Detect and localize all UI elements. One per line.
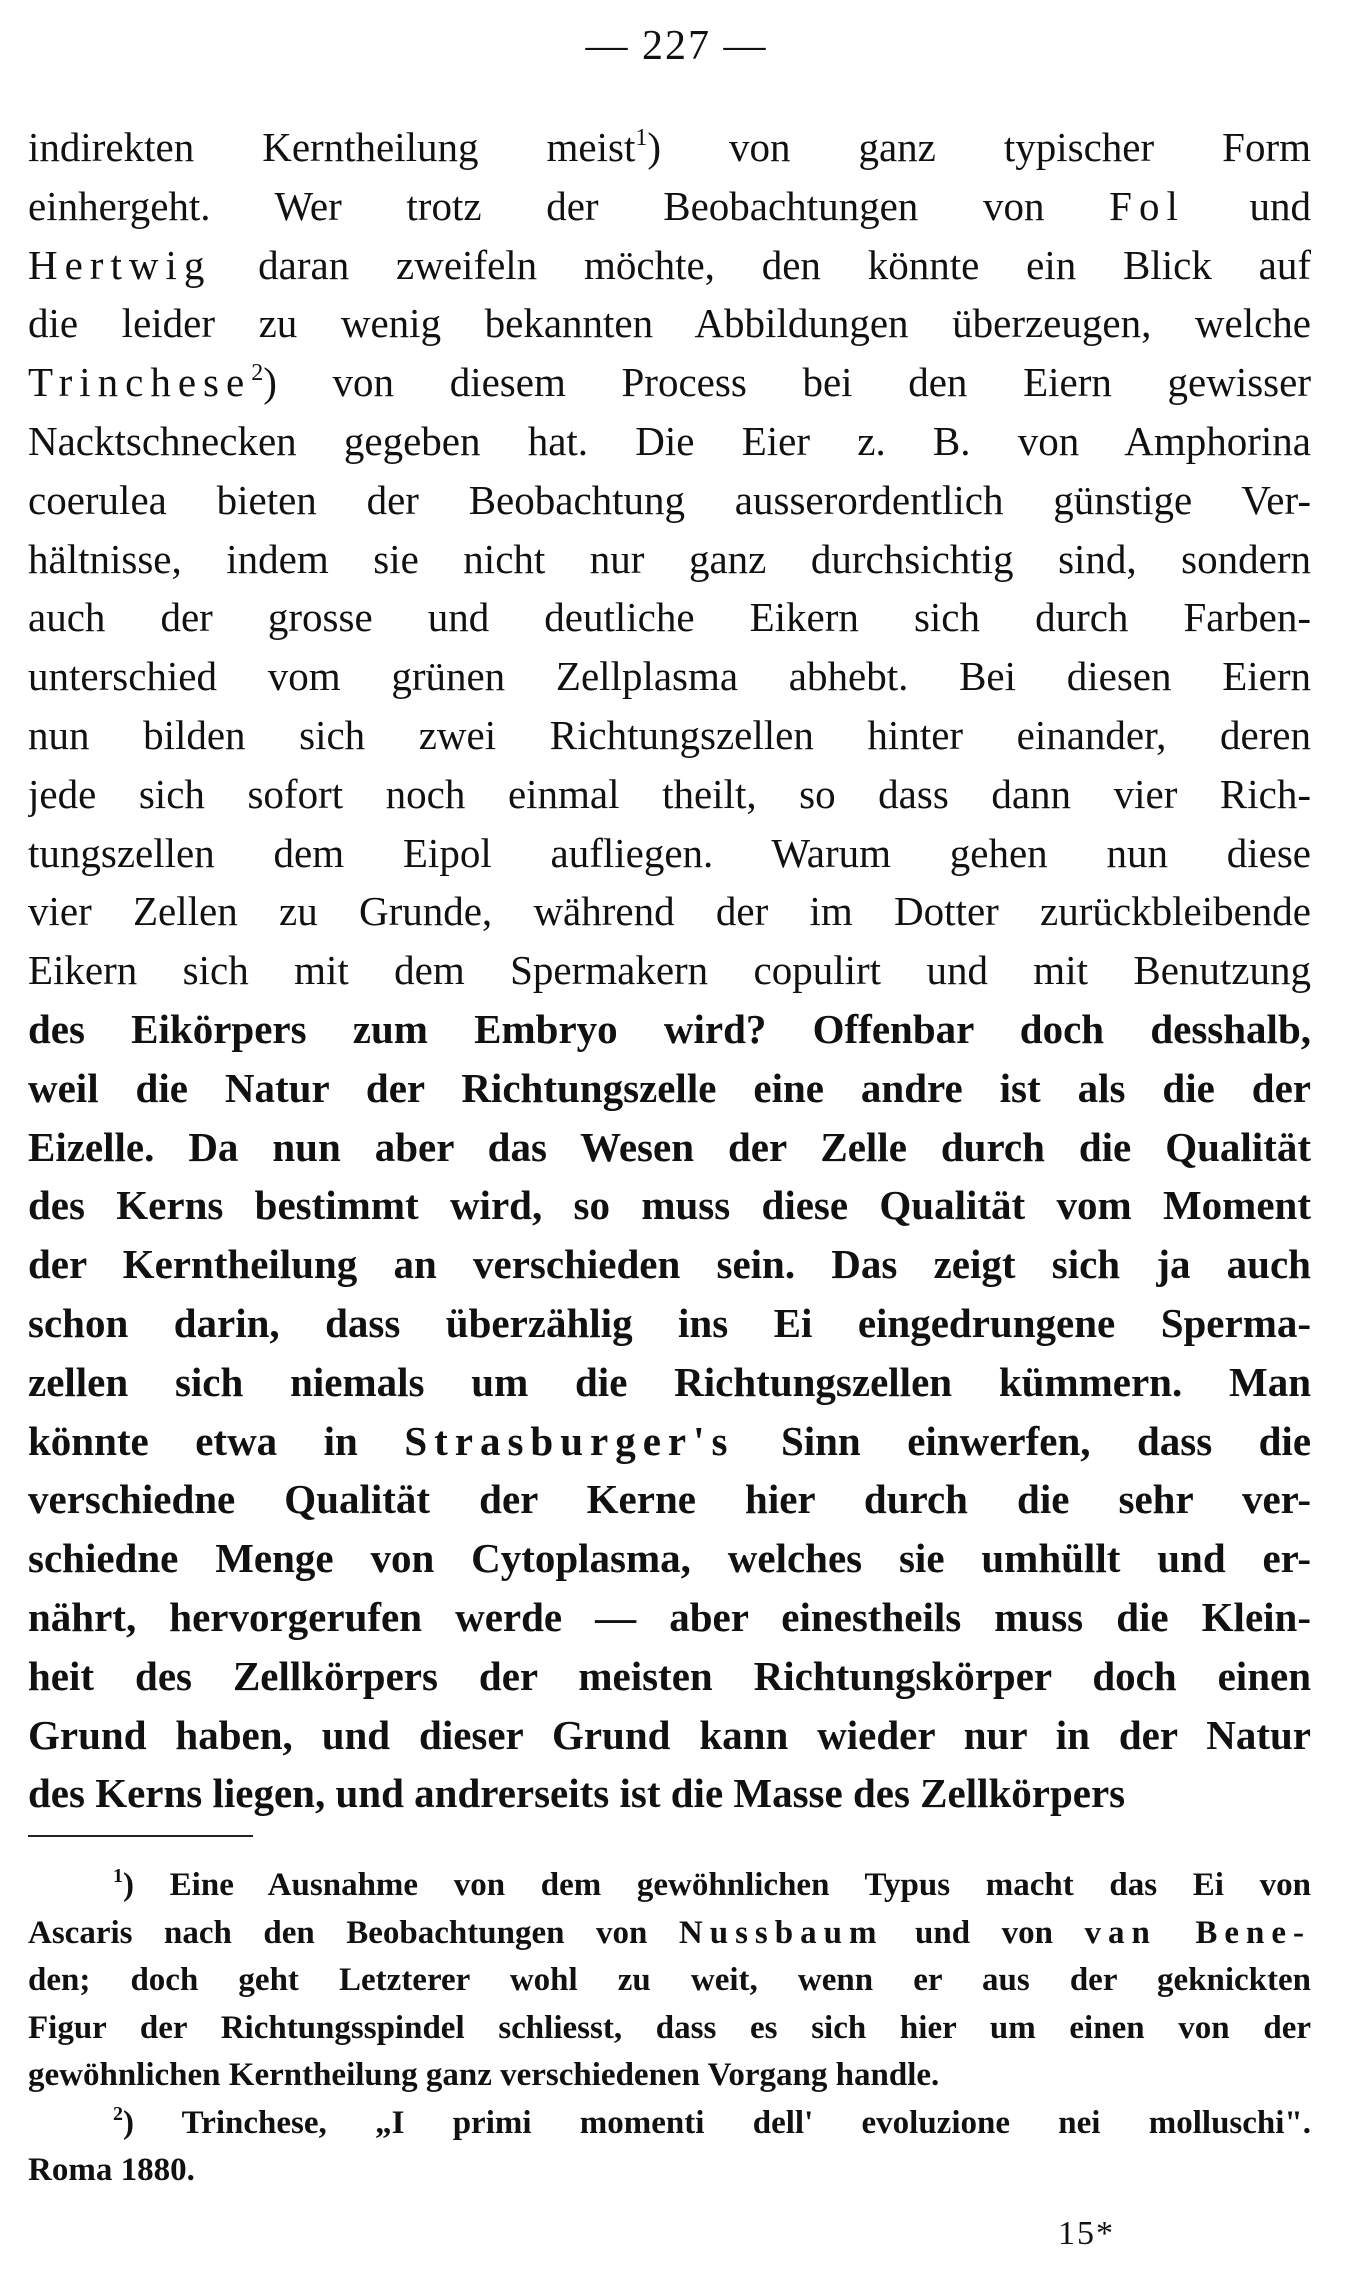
footnote-1-line-3: den; doch geht Letzterer wohl zu weit, wenn er aus der geknickten xyxy=(28,1962,1311,1998)
text-line-15: Eikern sich mit dem Spermakern copulirt und mit Benutzung xyxy=(28,947,1311,994)
footnote-2-line-1: $^2$) Trinchese, „I primi momenti dell' evoluzione nei molluschi". xyxy=(113,2102,1311,2141)
text-line-4: die leider zu wenig bekannten Abbildungen überzeugen, welche xyxy=(28,300,1311,347)
text-line-14: vier Zellen zu Grunde, während der im Dotter zurückbleibende xyxy=(28,888,1311,935)
text-line-27: heit des Zellkörpers der meisten Richtungskörper doch einen xyxy=(28,1652,1311,1699)
text-line-23: könnte etwa in Strasburger's Sinn einwerfen, dass die xyxy=(28,1417,1311,1464)
text-line-19: des Kerns bestimmt wird, so muss diese Qualität vom Moment xyxy=(28,1182,1311,1229)
text-line-6: Nacktschnecken gegeben hat. Die Eier z. B. von Amphorina xyxy=(28,417,1311,464)
text-line-16: des Eikörpers zum Embryo wird? Offenbar doch desshalb, xyxy=(28,1005,1311,1052)
text-line-28: Grund haben, und dieser Grund kann wieder nur in der Natur xyxy=(28,1711,1311,1758)
text-line-13: tungszellen dem Eipol aufliegen. Warum gehen nun diese xyxy=(28,829,1311,876)
text-line-1: indirekten Kerntheilung meist$^1$) von ganz typischer Form xyxy=(28,124,1311,170)
text-line-22: zellen sich niemals um die Richtungszellen kümmern. Man xyxy=(28,1358,1311,1405)
main-text xyxy=(28,118,1311,1823)
text-line-3: Hertwig daran zweifeln möchte, den könnte ein Blick auf xyxy=(28,241,1311,288)
author-name: Fol xyxy=(1109,182,1185,229)
text-line-21: schon darin, dass überzählig ins Ei eingedrungene Sperma- xyxy=(28,1299,1311,1346)
text-line-29: des Kerns liegen, und andrerseits ist die Masse des Zellkörpers xyxy=(28,1770,1126,1817)
author-name: van Bene- xyxy=(1084,1914,1311,1951)
author-name: Strasburger's xyxy=(404,1417,735,1464)
text-line-2: einhergeht. Wer trotz der Beobachtungen von Fol und xyxy=(28,182,1311,229)
footnote-separator xyxy=(28,1835,253,1837)
author-name: Trinchese xyxy=(28,359,252,406)
text-line-18: Eizelle. Da nun aber das Wesen der Zelle durch die Qualität xyxy=(28,1123,1311,1170)
text-line-10: unterschied vom grünen Zellplasma abhebt. Bei diesen Eiern xyxy=(28,653,1311,700)
footnote-1-line-1: $^1$) Eine Ausnahme von dem gewöhnlichen Typus macht das Ei von xyxy=(113,1865,1311,1903)
text-line-8: hältnisse, indem sie nicht nur ganz durchsichtig sind, sondern xyxy=(28,535,1311,582)
footnote-ref-2[interactable]: 2 xyxy=(251,360,264,387)
author-name: Nussbaum xyxy=(678,1914,884,1951)
text-line-20: der Kerntheilung an verschieden sein. Das zeigt sich ja auch xyxy=(28,1241,1311,1288)
text-line-24: verschiedne Qualität der Kerne hier durch die sehr ver- xyxy=(28,1476,1311,1523)
text-line-25: schiedne Menge von Cytoplasma, welches sie umhüllt und er- xyxy=(28,1535,1311,1582)
footnote-1-mark: 1 xyxy=(113,1865,123,1887)
footnote-ref-1[interactable]: 1 xyxy=(635,125,648,151)
text-line-9: auch der grosse und deutliche Eikern sich durch Farben- xyxy=(28,594,1311,641)
text-line-7: coerulea bieten der Beobachtung ausserordentlich günstige Ver- xyxy=(28,476,1311,523)
author-name: Hertwig xyxy=(28,241,212,288)
text-line-5: Trinchese$^2$) von diesem Process bei den Eiern gewisser xyxy=(28,359,1311,406)
signature-mark: 15* xyxy=(1058,2215,1115,2252)
footnote-2-line-2: Roma 1880. xyxy=(28,2152,195,2188)
page-number-header: — 227 — xyxy=(585,23,768,69)
footnote-1-line-4: Figur der Richtungsspindel schliesst, dass es sich hier um einen von der xyxy=(28,2009,1311,2046)
footnote-2-mark: 2 xyxy=(113,2102,123,2125)
text-line-11: nun bilden sich zwei Richtungszellen hinter einander, deren xyxy=(28,711,1311,758)
text-line-12: jede sich sofort noch einmal theilt, so dass dann vier Rich- xyxy=(28,770,1311,817)
text-line-17: weil die Natur der Richtungszelle eine andre ist als die der xyxy=(28,1064,1311,1111)
footnote-1-line-2: Ascaris nach den Beobachtungen von Nussbaum und von van Bene- xyxy=(28,1914,1311,1951)
text-line-26: nährt, hervorgerufen werde — aber einestheils muss die Klein- xyxy=(28,1593,1311,1640)
footnote-1-line-5: gewöhnlichen Kerntheilung ganz verschiedenen Vorgang handle. xyxy=(28,2057,940,2093)
footnotes xyxy=(28,1862,1311,2195)
